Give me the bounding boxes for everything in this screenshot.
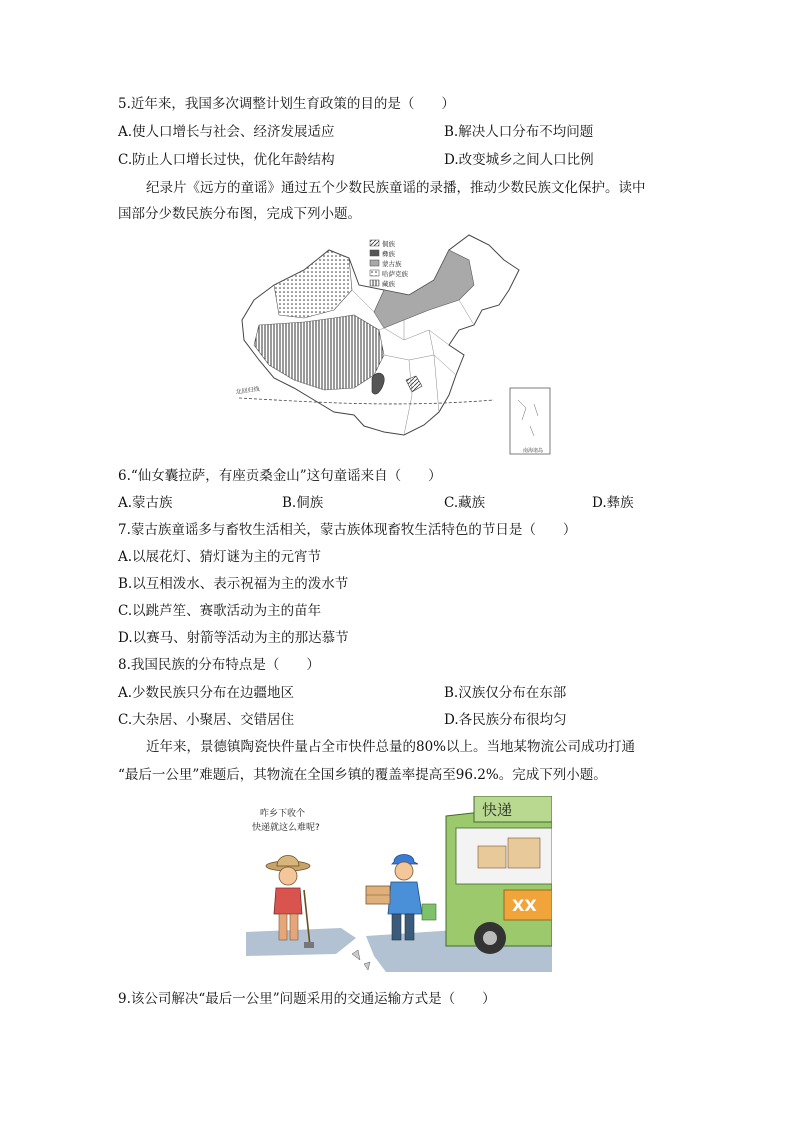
passage2-line1: 近年来，景德镇陶瓷快件量占全市快件总量的80%以上。当地某物流公司成功打通 xyxy=(146,739,636,755)
q7-option-b: B.以互相泼水、表示祝福为主的泼水节 xyxy=(118,576,349,592)
truck-logo: XX xyxy=(512,896,537,915)
ethnic-distribution-map xyxy=(234,230,556,460)
passage1-line2: 国部分少数民族分布图，完成下列小题。 xyxy=(118,206,361,222)
legend-tibetan: 藏族 xyxy=(382,280,395,288)
speech-line2: 快递就这么难呢? xyxy=(252,823,320,833)
legend-yi: 彝族 xyxy=(382,250,395,258)
q9-stem: 9.该公司解决“最后一公里”问题采用的交通运输方式是（ ） xyxy=(118,991,496,1007)
map-legend xyxy=(370,239,409,288)
speech-line1: 咋乡下收个 xyxy=(260,809,306,819)
courier-figure xyxy=(366,855,436,941)
q7-stem: 7.蒙古族童谣多与畜牧生活相关，蒙古族体现畜牧生活特色的节日是（ ） xyxy=(118,522,577,538)
road-left xyxy=(246,928,356,956)
q6-option-c: C.藏族 xyxy=(444,495,486,511)
q7-option-a: A.以展花灯、猜灯谜为主的元宵节 xyxy=(118,549,322,565)
q8-option-a: A.少数民族只分布在边疆地区 xyxy=(118,685,295,701)
q7-option-c: C.以跳芦笙、赛歌活动为主的苗年 xyxy=(118,603,322,619)
q5-option-d: D.改变城乡之间人口比例 xyxy=(444,152,594,168)
legend-mongol: 蒙古族 xyxy=(382,260,402,268)
q6-stem: 6.“仙女囊拉萨，有座贡桑金山”这句童谣来自（ ） xyxy=(118,468,442,484)
q8-stem: 8.我国民族的分布特点是（ ） xyxy=(118,657,320,673)
q8-option-d: D.各民族分布很均匀 xyxy=(444,712,567,728)
legend-kazakh: 哈萨克族 xyxy=(382,270,408,278)
inset-label: 南海诸岛 xyxy=(523,448,544,454)
delivery-truck xyxy=(446,796,552,954)
q5-option-a: A.使人口增长与社会、经济发展适应 xyxy=(118,124,335,140)
passage1-line1: 纪录片《远方的童谣》通过五个少数民族童谣的录播，推动少数民族文化保护。读中 xyxy=(146,180,646,196)
truck-sign: 快递 xyxy=(482,801,513,819)
inset-frame xyxy=(510,388,550,454)
passage2-line2: “最后一公里”难题后，其物流在全国乡镇的覆盖率提高至96.2%。完成下列小题。 xyxy=(118,767,607,783)
q6-option-a: A.蒙古族 xyxy=(118,495,173,511)
q5-option-b: B.解决人口分布不均问题 xyxy=(444,124,594,140)
q6-option-b: B.侗族 xyxy=(282,495,324,511)
q6-option-d: D.彝族 xyxy=(592,495,634,511)
q5-option-c: C.防止人口增长过快，优化年龄结构 xyxy=(118,152,335,168)
delivery-cartoon xyxy=(246,796,552,974)
q5-stem: 5.近年来，我国多次调整计划生育政策的目的是（ ） xyxy=(118,96,455,112)
q7-option-d: D.以赛马、射箭等活动为主的那达慕节 xyxy=(118,630,349,646)
tibetan-region xyxy=(254,315,384,390)
tropic-label: 北回归线 xyxy=(235,385,261,396)
q8-option-b: B.汉族仅分布在东部 xyxy=(444,685,567,701)
legend-dong: 侗族 xyxy=(382,240,395,248)
q8-option-c: C.大杂居、小聚居、交错居住 xyxy=(118,712,295,728)
